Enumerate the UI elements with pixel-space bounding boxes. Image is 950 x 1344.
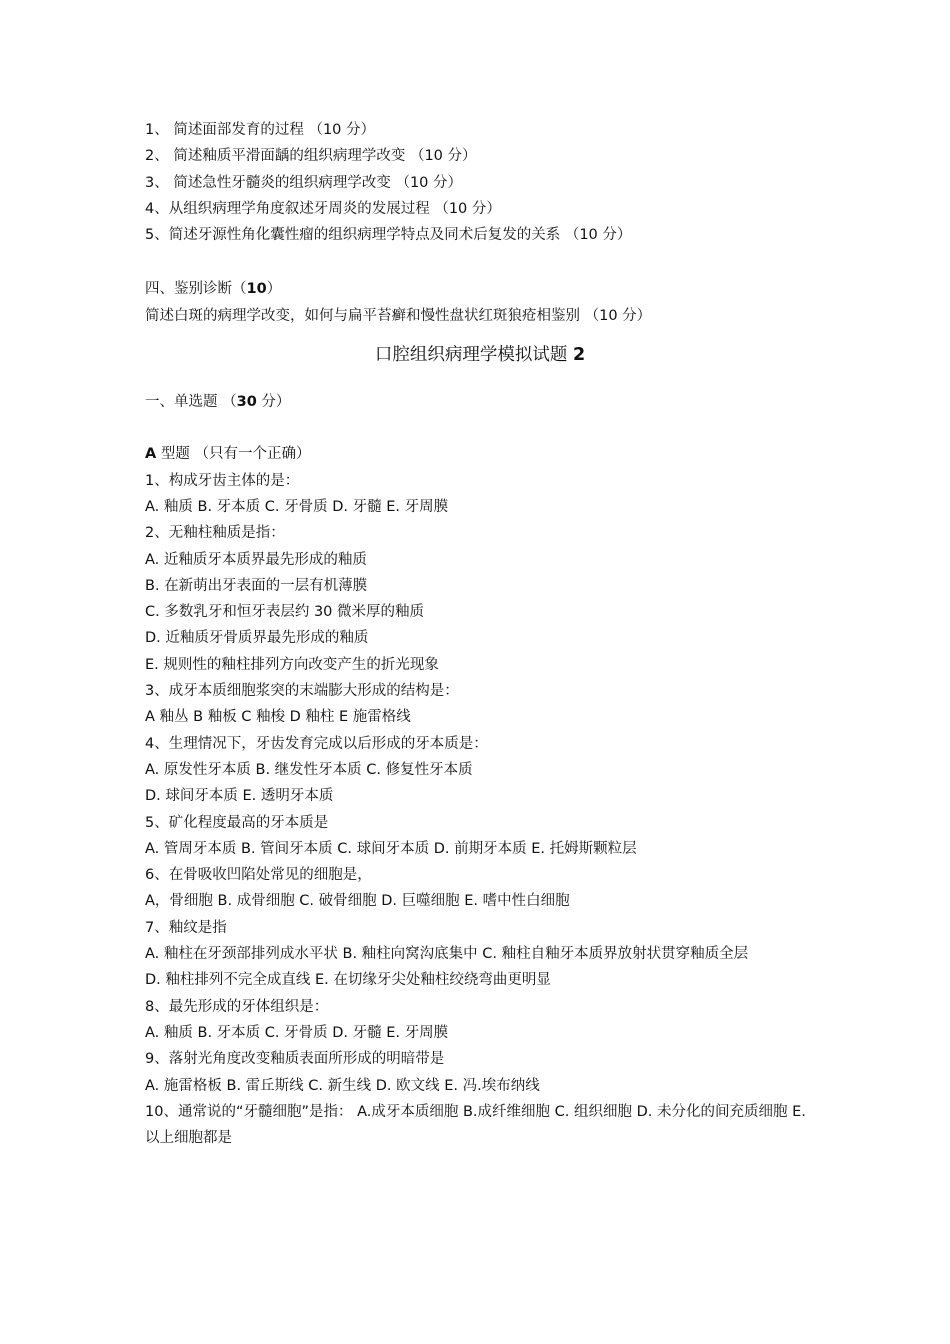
question-stem: 8、最先形成的牙体组织是： (145, 998, 329, 1015)
question-stem: 2、无釉柱釉质是指： (145, 525, 285, 542)
question-options: A. 施雷格板 B. 雷丘斯线 C. 新生线 D. 欧文线 E. 冯.埃布纳线 (145, 1077, 540, 1094)
question-options: A. 管周牙本质 B. 管间牙本质 C. 球间牙本质 D. 前期牙本质 E. 托姆斯颗粒层 (145, 840, 637, 857)
question-stem: 1、构成牙齿主体的是： (145, 472, 300, 489)
question-option: A. 近釉质牙本质界最先形成的釉质 (145, 551, 367, 568)
section-heading-differential-diagnosis: 四、鉴别诊断（10） (145, 281, 282, 298)
question-option: B. 在新萌出牙表面的一层有机薄膜 (145, 577, 368, 594)
exam-title: 口腔组织病理学模拟试题 2 (374, 345, 586, 366)
question-options: A 釉丛 B 釉板 C 釉梭 D 釉柱 E 施雷格线 (145, 709, 411, 726)
essay-question: 1、 简述面部发育的过程 （10 分） (145, 122, 376, 138)
document-page (145, 117, 815, 1151)
essay-question-list (145, 117, 815, 248)
question-options: D. 球间牙本质 E. 透明牙本质 (145, 788, 334, 805)
question-options: A. 釉质 B. 牙本质 C. 牙骨质 D. 牙髓 E. 牙周膜 (145, 498, 449, 515)
differential-diagnosis-question: 简述白斑的病理学改变，如何与扁平苔癣和慢性盘状红斑狼疮相鉴别 （10 分） (145, 307, 652, 324)
question-options: D. 釉柱排列不完全成直线 E. 在切缘牙尖处釉柱绞绕弯曲更明显 (145, 972, 551, 989)
question-options: A. 釉质 B. 牙本质 C. 牙骨质 D. 牙髓 E. 牙周膜 (145, 1024, 449, 1041)
question-options: A. 釉柱在牙颈部排列成水平状 B. 釉柱向窝沟底集中 C. 釉柱自釉牙本质界放射状贯穿釉质全层 (145, 946, 749, 963)
question-option: E. 规则性的釉柱排列方向改变产生的折光现象 (145, 656, 439, 673)
question-options: A. 原发性牙本质 B. 继发性牙本质 C. 修复性牙本质 (145, 761, 473, 778)
question-option: C. 多数乳牙和恒牙表层约 30 微米厚的釉质 (145, 604, 425, 621)
question-stem: 7、釉纹是指 (145, 919, 227, 936)
question-stem: 4、生理情况下，牙齿发育完成以后形成的牙本质是： (145, 735, 488, 752)
question-stem: 9、落射光角度改变釉质表面所形成的明暗带是 (145, 1051, 445, 1068)
essay-question: 3、 简述急性牙髓炎的组织病理学改变 （10 分） (145, 174, 463, 191)
section-heading-single-choice: 一、单选题 （30 分） (145, 394, 291, 411)
question-type-heading: A 型题 （只有一个正确） (145, 446, 311, 463)
question-options: A，骨细胞 B. 成骨细胞 C. 破骨细胞 D. 巨噬细胞 E. 嗜中性白细胞 (145, 893, 570, 910)
question-stem: 6、在骨吸收凹陷处常见的细胞是， (145, 867, 372, 884)
question-option: D. 近釉质牙骨质界最先形成的釉质 (145, 630, 369, 647)
question-stem: 3、成牙本质细胞浆突的末端膨大形成的结构是： (145, 683, 459, 700)
question-stem: 10、通常说的“牙髓细胞”是指： A.成牙本质细胞 B.成纤维细胞 C. 组织细胞 D. 未分化的间充质细胞 E. 以上细胞都是 (145, 1103, 806, 1147)
question-stem: 5、矿化程度最高的牙本质是 (145, 814, 329, 831)
essay-question: 2、 简述釉质平滑面龋的组织病理学改变 （10 分） (145, 148, 477, 165)
essay-question: 5、简述牙源性角化囊性瘤的组织病理学特点及同术后复发的关系 （10 分） (145, 227, 632, 244)
essay-question: 4、从组织病理学角度叙述牙周炎的发展过程 （10 分） (145, 200, 501, 217)
